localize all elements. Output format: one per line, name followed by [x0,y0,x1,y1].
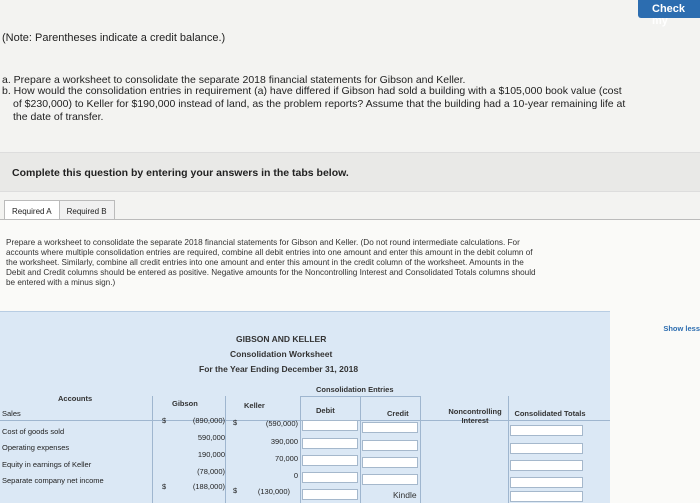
grid-line [420,396,421,503]
consolidation-entries-header: Consolidation Entries [316,385,394,394]
col-header-noncontrolling-interest: Noncontrolling Interest [448,407,502,425]
consolidated-total-input[interactable] [510,491,583,502]
note-text: (Note: Parentheses indicate a credit balance.) [2,32,226,44]
gibson-value: 190,000 [197,450,225,459]
credit-input[interactable] [362,422,418,433]
consolidated-total-input[interactable] [510,425,583,436]
instruction-bar [0,152,700,192]
account-label: Equity in earnings of Keller [2,460,92,469]
grid-line [300,396,301,503]
gibson-value: (188,000) [192,482,225,491]
account-label: Sales [2,409,21,418]
kindle-label: Kindle [393,490,417,500]
debit-input[interactable] [302,438,358,449]
worksheet-prompt [6,238,700,288]
grid-line [360,396,361,503]
worksheet-subtitle: Consolidation Worksheet [230,349,333,359]
debit-input[interactable] [302,489,358,500]
prompt-line: Prepare a worksheet to consolidate the separate 2018 financial statements for Gibson and Keller. (Do not round intermediate calculations. For [6,238,520,247]
gibson-value: 590,000 [197,433,225,442]
account-label: Separate company net income [2,476,104,485]
prompt-line: be entered with a minus sign.) [6,278,116,287]
question-a: a. Prepare a worksheet to consolidate the separate 2018 financial statements for Gibson and Keller. [2,74,466,86]
gibson-value: (78,000) [197,467,225,476]
worksheet-period: For the Year Ending December 31, 2018 [199,364,359,374]
keller-value: (590,000) [265,419,298,428]
question-b-line2: of $230,000) to Keller for $190,000 instead of land, as the problem reports? Assume that the building had a 10-year remaining life at [13,98,626,110]
account-label: Operating expenses [2,443,70,452]
currency-symbol: $ [162,416,167,425]
keller-value: 0 [293,471,298,480]
col-header-keller: Keller [244,401,265,410]
currency-symbol: $ [233,418,238,427]
question-b-line1: b. How would the consolidation entries in requirement (a) have differed if Gibson had sold a building with a $105,000 book value (cost [2,85,622,97]
credit-input[interactable] [362,457,418,468]
grid-line [152,396,153,503]
prompt-line: the worksheet. Similarly, combine all credit entries into one amount and enter this amount in the credit column of the worksheet. Amounts in the [6,258,524,267]
account-label: Cost of goods sold [2,427,65,436]
debit-input[interactable] [302,472,358,483]
consolidation-worksheet [0,311,610,503]
gibson-value: (890,000) [192,416,225,425]
col-header-credit: Credit [387,409,409,418]
instruction-text: Complete this question by entering your answers in the tabs below. [12,167,349,179]
question-b [2,85,697,124]
show-less-link[interactable]: Show less [663,324,700,333]
question-b-line3: the date of transfer. [13,111,104,123]
credit-input[interactable] [362,440,418,451]
prompt-line: Debit and Credit columns should be entered as positive. Negative amounts for the Noncontrolling Interest and Consolidated Totals columns should [6,268,536,277]
tab-required-b[interactable]: Required B [60,200,115,220]
debit-input[interactable] [302,455,358,466]
debit-input[interactable] [302,420,358,431]
col-header-consolidated-totals: Consolidated Totals [514,409,586,418]
col-header-debit: Debit [316,406,335,415]
consolidated-total-input[interactable] [510,460,583,471]
currency-symbol: $ [162,482,167,491]
keller-value: (130,000) [257,487,290,496]
keller-value: 390,000 [270,437,298,446]
check-my-work-button[interactable]: Check my [638,0,700,18]
requirement-tabs [4,200,115,220]
col-header-accounts: Accounts [58,394,93,403]
grid-line [225,396,226,503]
keller-value: 70,000 [275,454,298,463]
consolidated-total-input[interactable] [510,477,583,488]
credit-input[interactable] [362,474,418,485]
prompt-line: accounts where multiple consolidation entries are required, combine all debit entries into one amount and enter this amount in the debit column of [6,248,533,257]
col-header-gibson: Gibson [172,399,198,408]
tab-required-a[interactable]: Required A [4,200,60,220]
consolidated-total-input[interactable] [510,443,583,454]
worksheet-title: GIBSON AND KELLER [236,334,327,344]
currency-symbol: $ [233,486,238,495]
